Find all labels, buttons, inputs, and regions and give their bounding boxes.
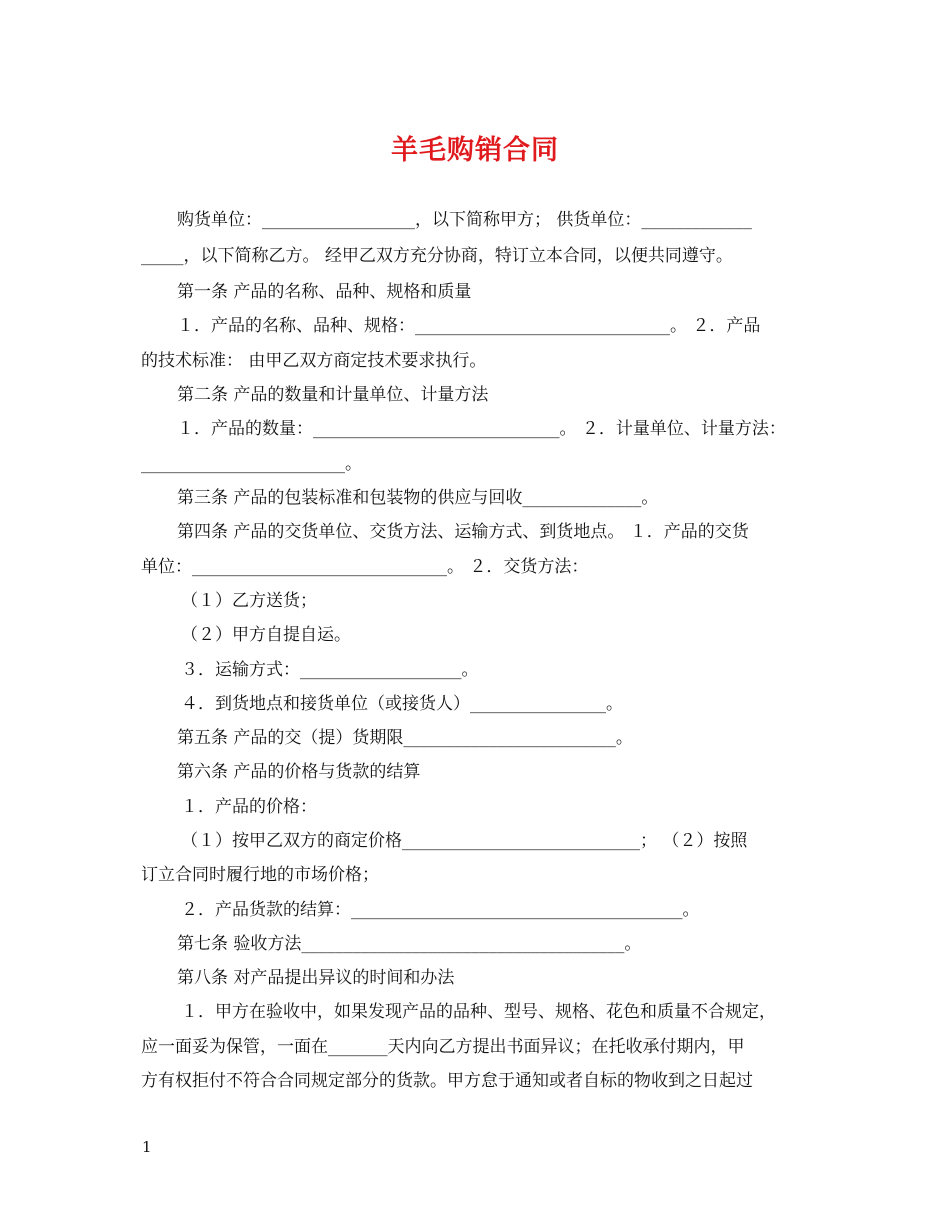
text-line: _____，以下简称乙方。 经甲乙双方充分协商，特订立本合同，以便共同遵守。 [141, 246, 733, 266]
section-heading: 第七条 验收方法______________________________________。 [177, 934, 642, 954]
text-line: １．甲方在验收中，如果发现产品的品种、型号、规格、花色和质量不合规定， [181, 1002, 776, 1022]
document-title: 羊毛购销合同 [391, 135, 559, 166]
section-heading: 第五条 产品的交（提）货期限_________________________。 [177, 728, 633, 748]
section-heading: 第四条 产品的交货单位、交货方法、运输方式、到货地点。 １．产品的交货 [177, 522, 749, 542]
section-heading: 第八条 对产品提出异议的时间和办法 [177, 968, 455, 988]
text-line: ________________________。 [141, 454, 362, 474]
text-line: 单位：______________________________。 ２．交货方法： [141, 557, 589, 577]
text-line: 的技术标准： 由甲乙双方商定技术要求执行。 [141, 351, 487, 371]
section-heading: 第三条 产品的包装标准和包装物的供应与回收______________。 [177, 488, 659, 508]
page-number: 1 [142, 1138, 152, 1156]
text-line: （１）乙方送货； [181, 591, 317, 611]
text-line: 方有权拒付不符合合同规定部分的货款。甲方怠于通知或者自标的物收到之日起过 [141, 1071, 753, 1091]
text-line: ４．到货地点和接货单位（或接货人）________________。 [181, 694, 623, 714]
text-line: １．产品的价格： [181, 797, 317, 817]
text-line: ３．运输方式：___________________。 [181, 660, 479, 680]
text-line: ２．产品货款的结算：_______________________________________。 [181, 900, 700, 920]
text-line: 购货单位：__________________，以下简称甲方； 供货单位：_____________ [177, 210, 752, 230]
section-heading: 第一条 产品的名称、品种、规格和质量 [177, 282, 472, 302]
text-line: １．产品的数量：_____________________________。 ２．计量单位、计量方法： [177, 419, 786, 439]
text-line: 订立合同时履行地的市场价格； [141, 865, 379, 885]
section-heading: 第六条 产品的价格与货款的结算 [177, 762, 421, 782]
text-line: 应一面妥为保管，一面在_______天内向乙方提出书面异议；在托收承付期内，甲 [141, 1037, 745, 1057]
text-line: １．产品的名称、品种、规格：______________________________。 ２．产品 [177, 316, 761, 336]
text-line: （１）按甲乙双方的商定价格____________________________； （２）按照 [181, 831, 748, 851]
text-line: （２）甲方自提自运。 [181, 625, 351, 645]
section-heading: 第二条 产品的数量和计量单位、计量方法 [177, 385, 489, 405]
